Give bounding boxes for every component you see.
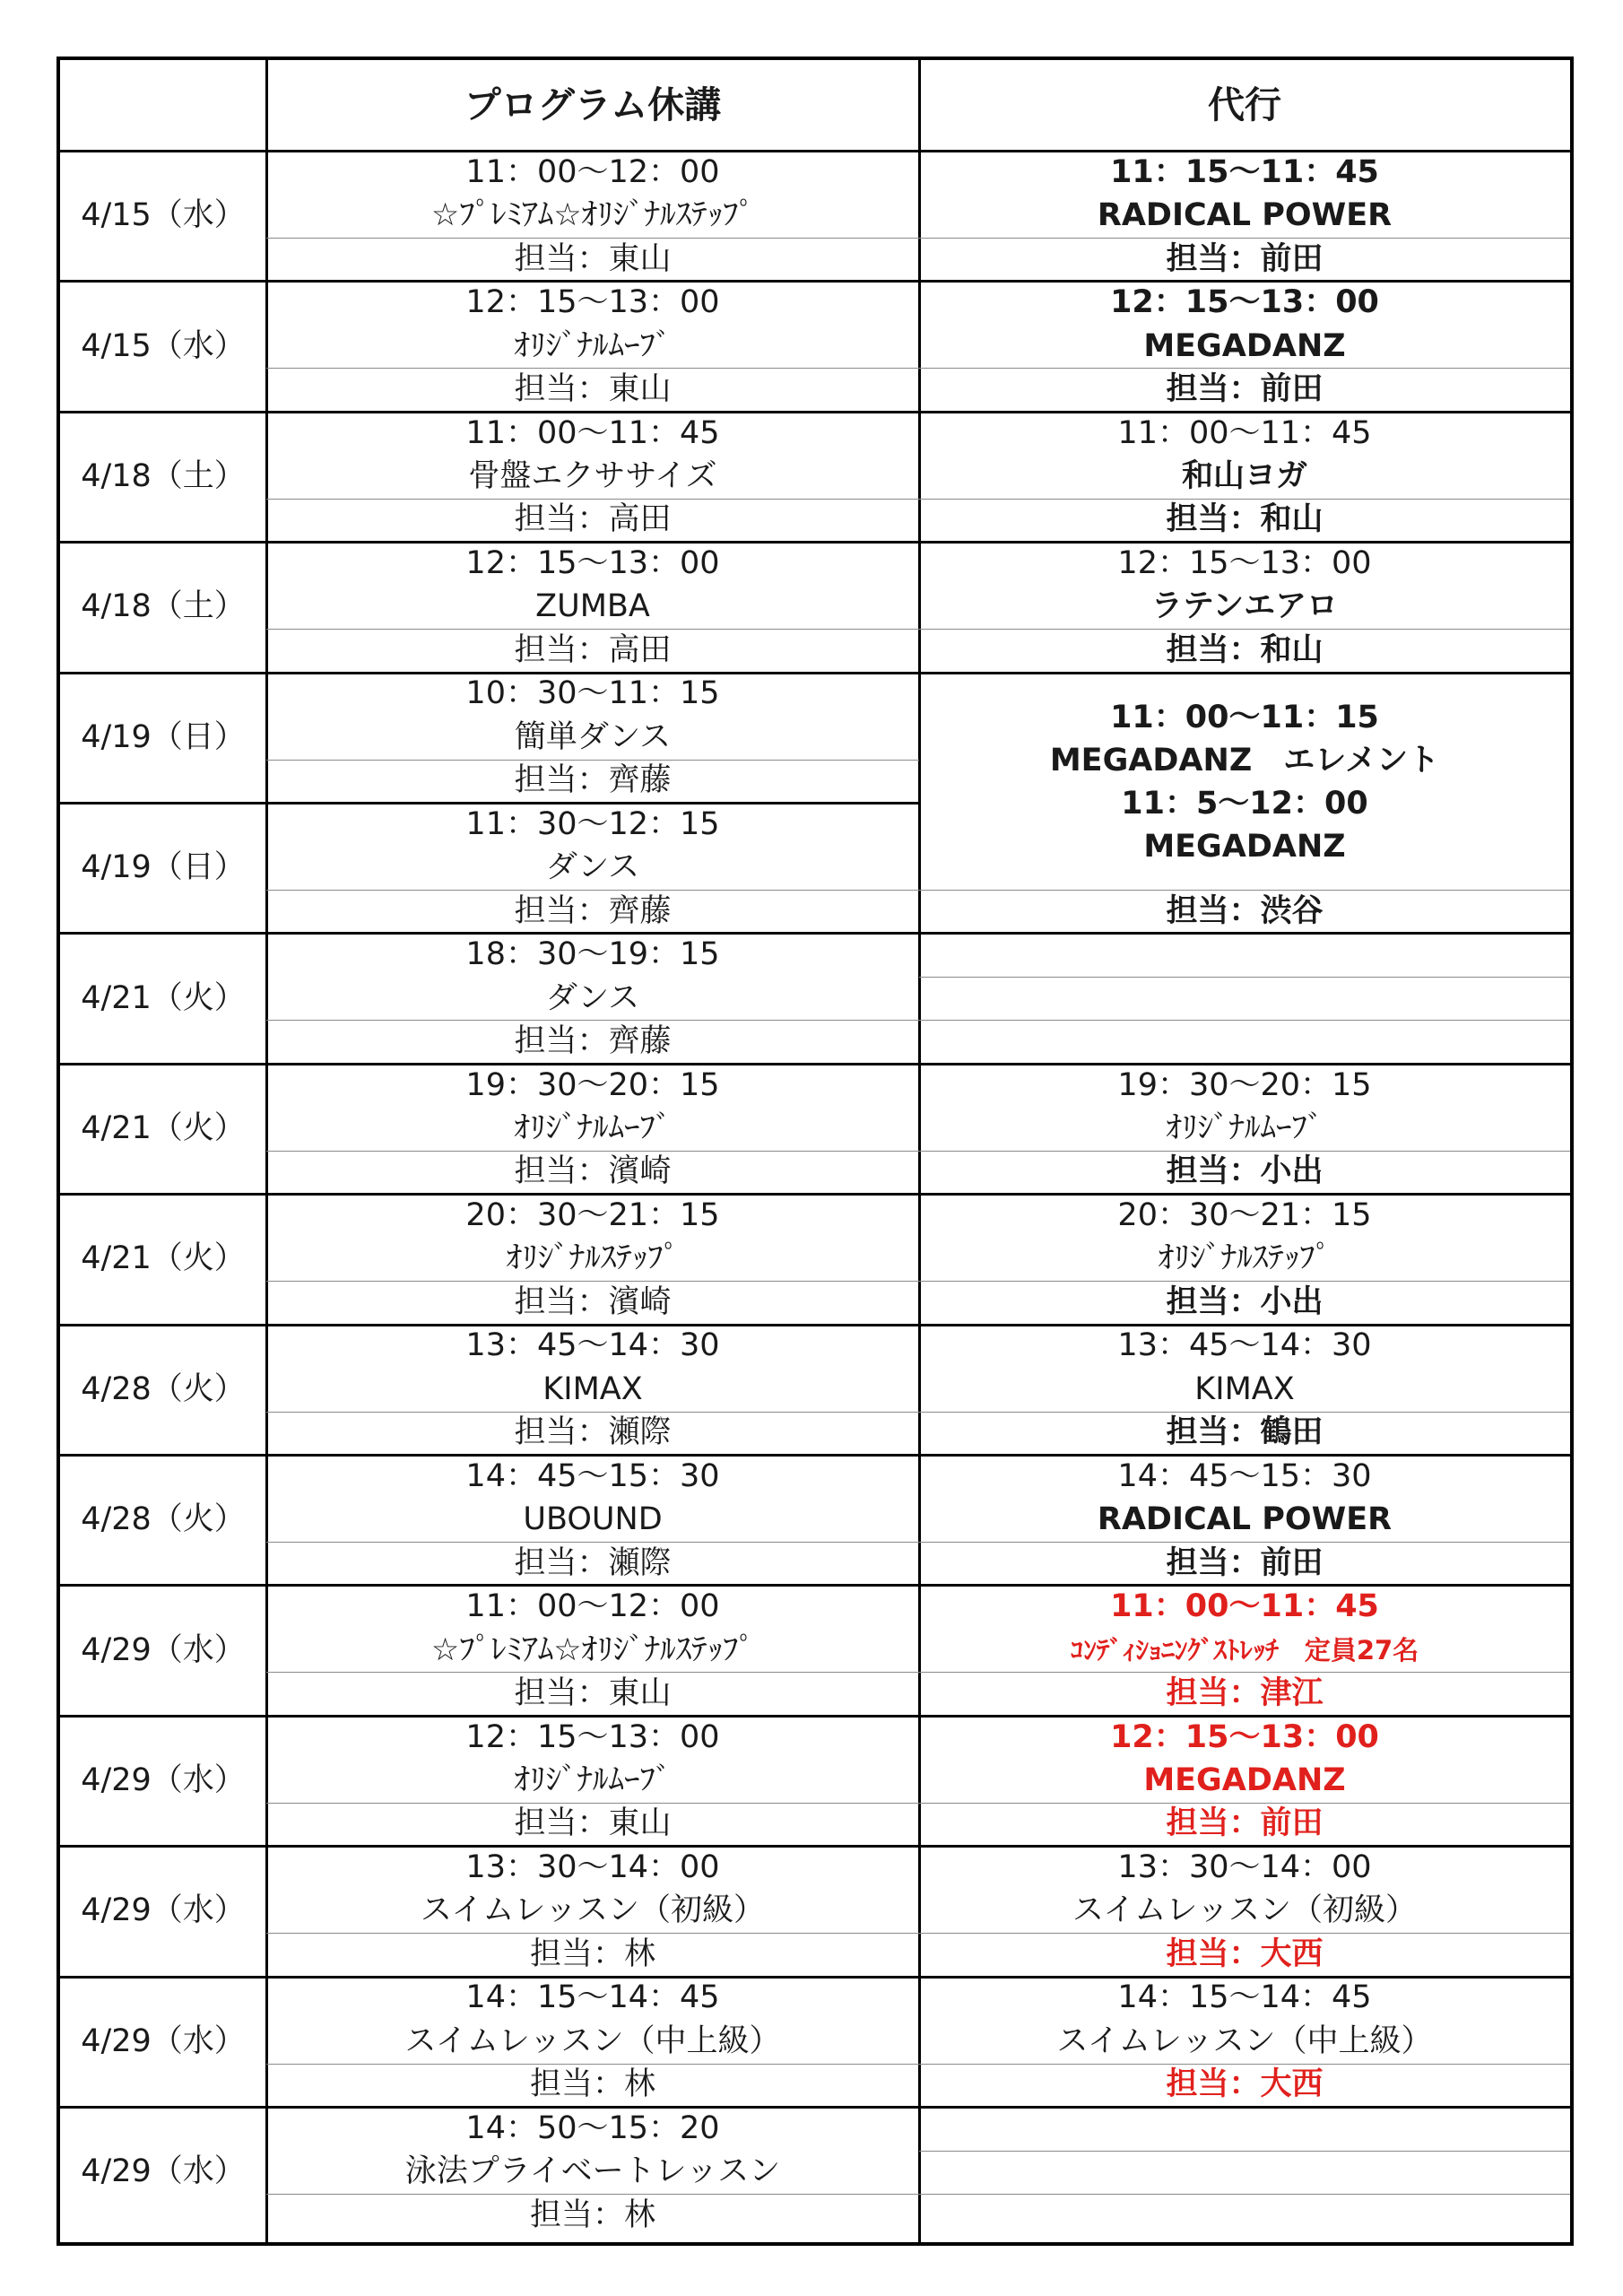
cancel-time: 20：30～21：15 xyxy=(465,1196,720,1233)
substitute-staff: 担当：前田 xyxy=(1166,371,1324,408)
cell-divider xyxy=(919,2194,1570,2195)
cell-divider xyxy=(919,499,1570,500)
cancel-time: 11：00～11：45 xyxy=(465,414,720,451)
substitute-time: 12：15～13：00 xyxy=(1117,544,1372,581)
date-cell: 4/29（水） xyxy=(81,2022,246,2059)
cancel-staff: 担当：濱崎 xyxy=(514,1283,672,1320)
cancel-program: スイムレッスン（初級） xyxy=(421,1892,765,1929)
merged-substitute-time: 11：00～11：15 xyxy=(1110,700,1379,736)
date-cell: 4/21（火） xyxy=(81,1240,246,1277)
cell-divider xyxy=(266,2064,919,2065)
substitute-time: 11：00～11：45 xyxy=(1110,1588,1379,1625)
cell-divider xyxy=(919,1412,1570,1413)
substitute-program xyxy=(919,977,1570,1021)
cancel-program: 骨盤エクササイズ xyxy=(468,458,717,495)
cell-divider xyxy=(266,238,919,239)
cell-divider xyxy=(919,1281,1570,1282)
cell-divider xyxy=(266,1672,919,1673)
header-date-cell xyxy=(60,60,266,151)
substitute-staff: 担当：前田 xyxy=(1166,1544,1324,1581)
cancel-staff: 担当：齊藤 xyxy=(514,1023,672,1060)
substitute-program: RADICAL POWER xyxy=(1097,1501,1393,1538)
cancel-time: 18：30～19：15 xyxy=(465,936,720,973)
date-cell: 4/15（水） xyxy=(81,197,246,234)
cell-divider xyxy=(919,1020,1570,1021)
cancel-time: 14：15～14：45 xyxy=(465,1979,720,2016)
merged-substitute-program: MEGADANZ xyxy=(1143,829,1346,865)
cancel-staff: 担当：林 xyxy=(529,2066,655,2103)
cell-divider xyxy=(919,1803,1570,1804)
date-cell: 4/29（水） xyxy=(81,1631,246,1668)
date-cell: 4/28（火） xyxy=(81,1370,246,1407)
date-cell: 4/19（日） xyxy=(81,718,246,755)
cancel-staff: 担当：林 xyxy=(529,1935,655,1972)
date-cell: 4/29（水） xyxy=(81,1761,246,1798)
merged-substitute-time: 11：5～12：00 xyxy=(1121,786,1368,822)
substitute-program: ｺﾝﾃﾞｨｼｮﾆﾝｸﾞｽﾄﾚｯﾁ 定員27名 xyxy=(1070,1634,1419,1665)
merged-substitute-staff: 担当：渋谷 xyxy=(1166,892,1324,929)
cancel-program: ダンス xyxy=(545,849,640,886)
substitute-time: 12：15～13：00 xyxy=(1110,1718,1379,1755)
cell-divider xyxy=(266,1542,919,1543)
cell-divider xyxy=(919,1672,1570,1673)
substitute-program: ｵﾘｼﾞﾅﾙｽﾃｯﾌﾟ xyxy=(1158,1240,1332,1277)
cancel-staff: 担当：林 xyxy=(529,2196,655,2233)
date-cell: 4/29（水） xyxy=(81,2153,246,2190)
cancel-staff: 担当：齊藤 xyxy=(514,892,672,929)
cancel-time: 14：45～15：30 xyxy=(465,1457,720,1494)
cancel-program: ｵﾘｼﾞﾅﾙﾑｰﾌﾞ xyxy=(514,1762,672,1799)
cancel-program: スイムレッスン（中上級） xyxy=(404,2022,781,2059)
cancel-time: 13：45～14：30 xyxy=(465,1327,720,1364)
cell-divider xyxy=(266,760,919,761)
cancel-program: 泳法プライベートレッスン xyxy=(404,2153,781,2190)
substitute-time: 14：45～15：30 xyxy=(1117,1457,1372,1494)
cancel-time: 11：00～12：00 xyxy=(465,153,720,190)
substitute-time: 19：30～20：15 xyxy=(1117,1066,1372,1103)
cell-divider xyxy=(919,2151,1570,2152)
substitute-time: 14：15～14：45 xyxy=(1117,1979,1372,2016)
cancel-time: 19：30～20：15 xyxy=(465,1066,720,1103)
cancel-time: 12：15～13：00 xyxy=(465,1718,720,1755)
substitute-staff: 担当：小出 xyxy=(1166,1153,1324,1190)
substitute-time: 11：15～11：45 xyxy=(1110,153,1379,190)
header-cancel-title: プログラム休講 xyxy=(464,83,722,126)
cancel-program: ☆ﾌﾟﾚﾐｱﾑ☆ｵﾘｼﾞﾅﾙｽﾃｯﾌﾟ xyxy=(430,197,755,234)
cell-divider xyxy=(266,1281,919,1282)
substitute-staff: 担当：和山 xyxy=(1166,631,1324,668)
substitute-time xyxy=(919,2107,1570,2151)
substitute-program: RADICAL POWER xyxy=(1097,197,1393,234)
cancel-program: UBOUND xyxy=(523,1501,663,1538)
cell-divider xyxy=(266,1020,919,1021)
cell-divider xyxy=(266,1151,919,1152)
cell-divider xyxy=(919,1542,1570,1543)
substitute-program xyxy=(919,2151,1570,2195)
cell-divider xyxy=(266,368,919,369)
cancel-staff: 担当：高田 xyxy=(514,501,672,538)
substitute-staff: 担当：大西 xyxy=(1166,1935,1324,1972)
cancel-time: 11：00～12：00 xyxy=(465,1588,720,1625)
header-substitute-title: 代行 xyxy=(1208,83,1281,126)
date-cell: 4/21（火） xyxy=(81,979,246,1016)
substitute-time: 13：30～14：00 xyxy=(1117,1848,1372,1885)
cell-divider xyxy=(919,977,1570,978)
cell-divider xyxy=(919,368,1570,369)
cell-divider xyxy=(919,238,1570,239)
cancel-staff: 担当：東山 xyxy=(514,371,672,408)
substitute-program: 和山ヨガ xyxy=(1181,458,1307,495)
substitute-staff xyxy=(919,1020,1570,1063)
cancel-time: 13：30～14：00 xyxy=(465,1848,720,1885)
cell-divider xyxy=(266,890,919,891)
cancel-staff: 担当：瀬際 xyxy=(514,1544,672,1581)
substitute-program: KIMAX xyxy=(1194,1370,1295,1407)
cell-divider xyxy=(919,629,1570,630)
substitute-program: スイムレッスン（中上級） xyxy=(1056,2022,1433,2059)
date-cell: 4/19（日） xyxy=(81,849,246,886)
merged-substitute-program: MEGADANZ エレメント xyxy=(1049,743,1440,779)
cell-divider xyxy=(266,629,919,630)
substitute-program: MEGADANZ xyxy=(1143,327,1346,364)
date-cell: 4/28（火） xyxy=(81,1501,246,1538)
cancel-program: ｵﾘｼﾞﾅﾙﾑｰﾌﾞ xyxy=(514,327,672,364)
cancel-program: ｵﾘｼﾞﾅﾙｽﾃｯﾌﾟ xyxy=(506,1240,680,1277)
date-cell: 4/21（火） xyxy=(81,1109,246,1146)
substitute-program: MEGADANZ xyxy=(1143,1762,1346,1799)
substitute-staff: 担当：大西 xyxy=(1166,2066,1324,2103)
cell-divider xyxy=(919,1933,1570,1934)
cell-divider xyxy=(919,2064,1570,2065)
cell-divider xyxy=(266,2194,919,2195)
date-cell: 4/18（土） xyxy=(81,457,246,494)
cancel-program: ダンス xyxy=(545,979,640,1016)
substitute-staff: 担当：前田 xyxy=(1166,1805,1324,1842)
cancel-program: ☆ﾌﾟﾚﾐｱﾑ☆ｵﾘｼﾞﾅﾙｽﾃｯﾌﾟ xyxy=(430,1631,755,1668)
substitute-staff: 担当：小出 xyxy=(1166,1283,1324,1320)
cancel-program: 簡単ダンス xyxy=(514,718,672,755)
substitute-staff: 担当：津江 xyxy=(1166,1675,1324,1712)
substitute-time: 11：00～11：45 xyxy=(1117,414,1372,451)
cancel-program: ｵﾘｼﾞﾅﾙﾑｰﾌﾞ xyxy=(514,1110,672,1147)
cancel-staff: 担当：東山 xyxy=(514,240,672,277)
substitute-program: ラテンエアロ xyxy=(1150,588,1339,625)
cell-divider xyxy=(266,1803,919,1804)
cancel-staff: 担当：東山 xyxy=(514,1675,672,1712)
cell-divider xyxy=(266,499,919,500)
cell-divider xyxy=(266,1412,919,1413)
substitute-time xyxy=(919,933,1570,977)
cancel-time: 12：15～13：00 xyxy=(465,284,720,321)
substitute-staff xyxy=(919,2194,1570,2237)
substitute-staff: 担当：和山 xyxy=(1166,501,1324,538)
cancel-staff: 担当：齊藤 xyxy=(514,762,672,799)
cell-divider xyxy=(919,1151,1570,1152)
substitute-staff: 担当：鶴田 xyxy=(1166,1414,1324,1451)
cancel-program: KIMAX xyxy=(542,1370,643,1407)
cancel-staff: 担当：東山 xyxy=(514,1805,672,1842)
cancel-time: 10：30～11：15 xyxy=(465,675,720,712)
date-cell: 4/29（水） xyxy=(81,1892,246,1929)
substitute-program: ｵﾘｼﾞﾅﾙﾑｰﾌﾞ xyxy=(1166,1110,1324,1147)
cancel-time: 12：15～13：00 xyxy=(465,544,720,581)
cancel-program: ZUMBA xyxy=(535,588,650,625)
cancel-staff: 担当：瀬際 xyxy=(514,1414,672,1451)
cell-divider xyxy=(266,1933,919,1934)
cancel-staff: 担当：濱崎 xyxy=(514,1153,672,1190)
date-cell: 4/15（水） xyxy=(81,327,246,364)
substitute-staff: 担当：前田 xyxy=(1166,240,1324,277)
cancel-time: 14：50～15：20 xyxy=(465,2109,720,2146)
cancel-time: 11：30～12：15 xyxy=(465,805,720,842)
cancel-staff: 担当：高田 xyxy=(514,631,672,668)
substitute-time: 12：15～13：00 xyxy=(1110,284,1379,321)
date-cell: 4/18（土） xyxy=(81,588,246,625)
substitute-time: 20：30～21：15 xyxy=(1117,1196,1372,1233)
schedule-table xyxy=(56,57,1574,2246)
substitute-program: スイムレッスン（初級） xyxy=(1072,1892,1417,1929)
substitute-time: 13：45～14：30 xyxy=(1117,1327,1372,1364)
